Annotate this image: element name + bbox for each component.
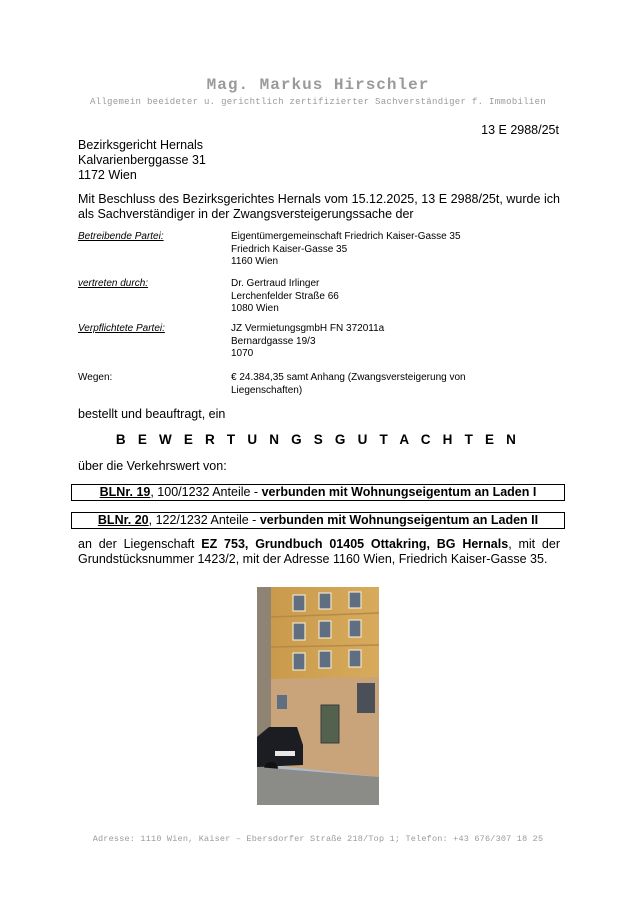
wegen-value <box>231 372 561 397</box>
assignment-line: bestellt und beauftragt, ein <box>78 407 226 421</box>
vertreten-durch-label: vertreten durch: <box>78 278 149 289</box>
court-name: Bezirksgericht Hernals <box>78 138 204 152</box>
share-text: , 100/1232 Anteile - <box>150 485 262 499</box>
vertreten-line2: Lerchenfelder Straße 66 <box>231 290 339 302</box>
vertreten-line3: 1080 Wien <box>231 303 279 314</box>
court-street: Kalvarienberggasse 31 <box>78 153 206 167</box>
unit-box-laden-2 <box>71 512 565 529</box>
unit-box-laden-1 <box>71 484 565 501</box>
share-text: , 122/1232 Anteile - <box>148 513 260 527</box>
building-photo <box>257 587 379 805</box>
betreibende-line1: Eigentümergemeinschaft Friedrich Kaiser-Gasse 35 <box>231 231 461 242</box>
case-reference: 13 E 2988/25t <box>481 123 559 137</box>
letterhead-name: Mag. Markus Hirschler <box>206 76 430 94</box>
verpflichtete-partei-value <box>231 323 561 361</box>
verpflichtete-line2: Bernardgasse 19/3 <box>231 335 316 347</box>
vertreten-durch-value <box>231 278 561 316</box>
wegen-line1: € 24.384,35 samt Anhang (Zwangsversteigerung von <box>231 372 466 383</box>
letterhead-subtitle: Allgemein beeideter u. gerichtlich zertifizierter Sachverständiger f. Immobilien <box>89 97 547 107</box>
unit-description: verbunden mit Wohnungseigentum an Laden II <box>259 513 539 527</box>
court-address <box>78 138 206 183</box>
property-land-register: EZ 753, Grundbuch 01405 Ottakring, BG Hernals <box>201 537 509 551</box>
verpflichtete-line3: 1070 <box>231 348 254 359</box>
betreibende-partei-label: Betreibende Partei: <box>78 231 164 242</box>
footer-contact: Adresse: 1110 Wien, Kaiser – Ebersdorfer Straße 218/Top 1; Telefon: +43 676/307 18 25 <box>92 834 544 844</box>
vertreten-line1: Dr. Gertraud Irlinger <box>231 278 320 289</box>
intro-paragraph: Mit Beschluss des Bezirksgerichtes Hernals vom 15.12.2025, 13 E 2988/25t, wurde ich als Sachverständiger in der Zwangsversteigerungssache der <box>78 192 560 221</box>
wegen-label: Wegen: <box>78 372 113 383</box>
court-city: 1172 Wien <box>78 168 137 182</box>
verpflichtete-line1: JZ VermietungsgmbH FN 372011a <box>231 323 385 334</box>
verpflichtete-partei-label: Verpflichtete Partei: <box>78 323 165 334</box>
betreibende-line3: 1160 Wien <box>231 256 279 267</box>
property-paragraph <box>78 537 560 567</box>
betreibende-line2: Friedrich Kaiser-Gasse 35 <box>231 243 348 255</box>
unit-description: verbunden mit Wohnungseigentum an Laden I <box>261 485 537 499</box>
document-title: B E W E R T U N G S G U T A C H T E N <box>115 432 521 447</box>
wegen-line2: Liegenschaften) <box>231 384 303 396</box>
valuation-subject-line: über die Verkehrswert von: <box>78 459 227 473</box>
bl-number: BLNr. 19 <box>99 485 151 499</box>
property-post: , mit der Grundstücksnummer 1423/2, mit der Adresse 1160 Wien, Friedrich Kaiser-Gasse 35. <box>78 537 561 566</box>
property-pre: an der Liegenschaft <box>78 537 202 551</box>
bl-number: BLNr. 20 <box>97 513 149 527</box>
betreibende-partei-value <box>231 231 561 269</box>
